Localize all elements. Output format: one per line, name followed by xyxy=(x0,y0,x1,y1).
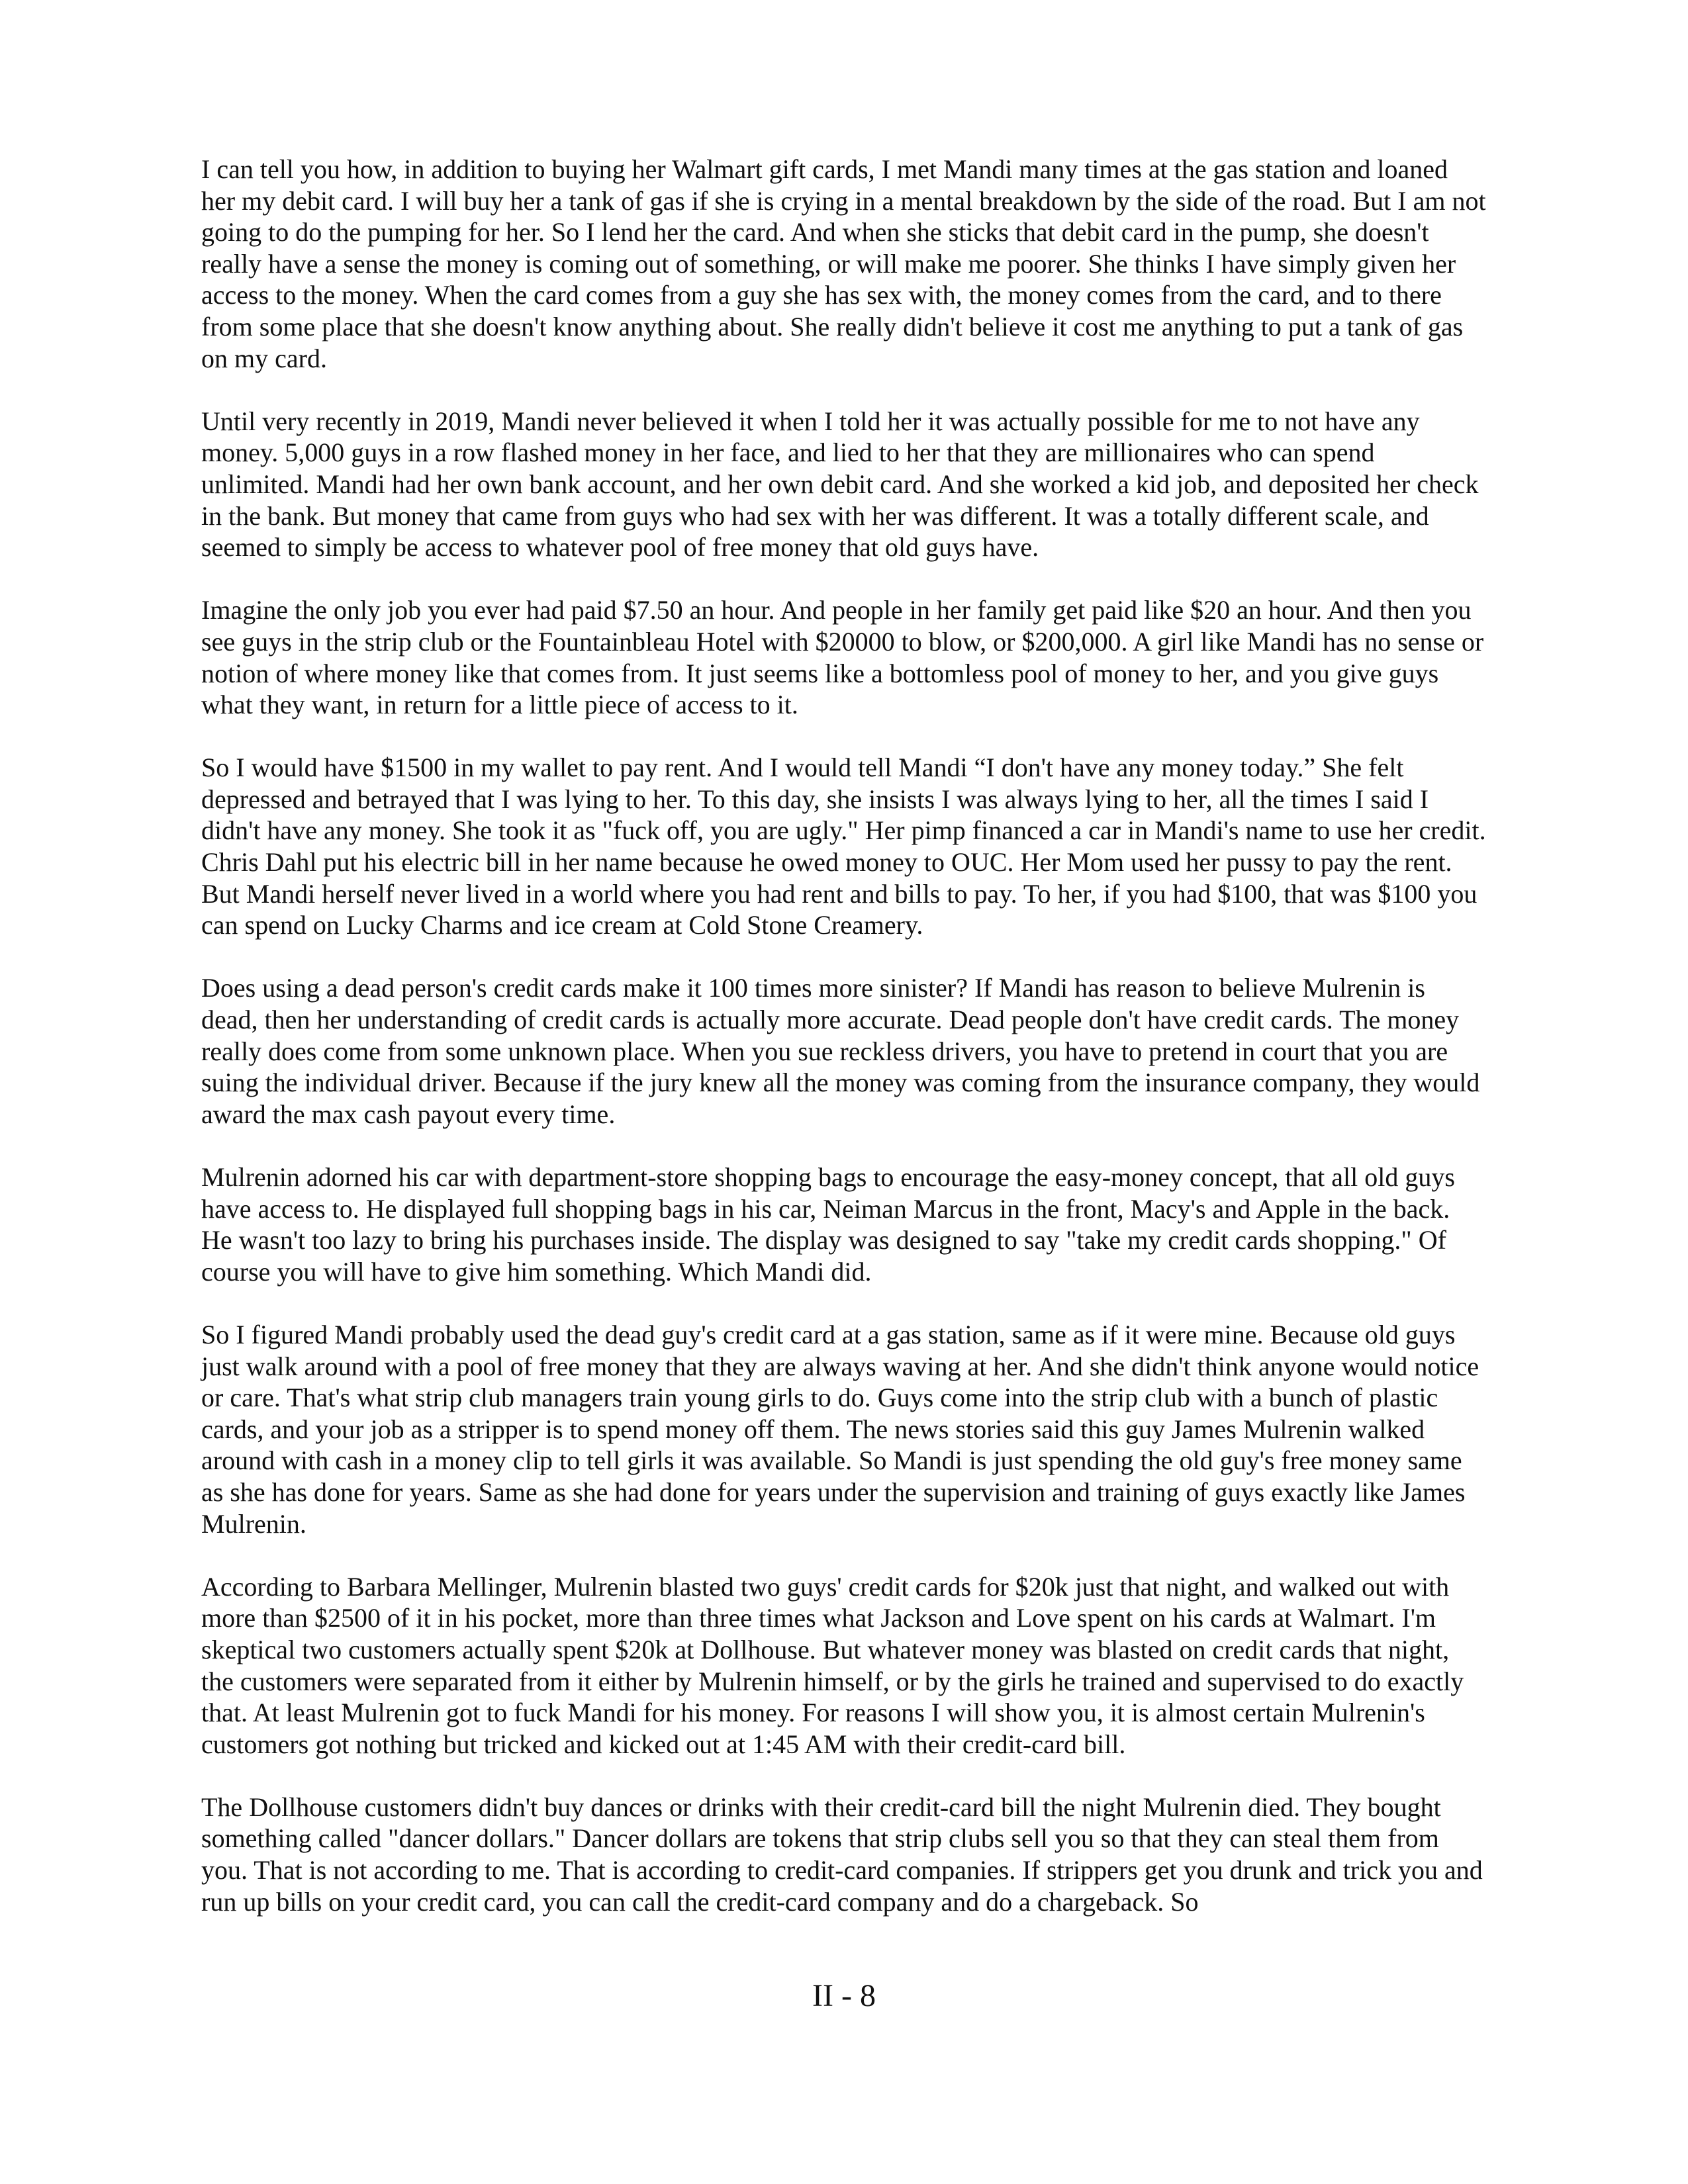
paragraph: Mulrenin adorned his car with department-store shopping bags to encourage the easy-money concept, that all old guys have access to. He displayed full shopping bags in his car, Neiman Marcus in the front, Macy's and Apple in the back. He wasn't too lazy to bring his purchases inside. The display was designed to say "take my credit cards shopping." Of course you will have to give him something. Which Mandi did. xyxy=(201,1162,1455,1287)
paragraph: Does using a dead person's credit cards make it 100 times more sinister? If Mandi has reason to believe Mulrenin is dead, then her understanding of credit cards is actually more accurate. Dead people don't have credit cards. The money really does come from some unknown place. When you sue reckless drivers, you have to pretend in court that you are suing the individual driver. Because if the jury knew all the money was coming from the insurance company, they would award the max cash payout every time. xyxy=(201,973,1480,1129)
paragraph: Imagine the only job you ever had paid $7.50 an hour. And people in her family get paid like $20 an hour. And then you see guys in the strip club or the Fountainbleau Hotel with $20000 to blow, or $200,000. A girl like Mandi has no sense or notion of where money like that comes from. It just seems like a bottomless pool of money to her, and you give guys what they want, in return for a little piece of access to it. xyxy=(201,595,1484,720)
paragraph: So I would have $1500 in my wallet to pay rent. And I would tell Mandi “I don't have any money today.” She felt depressed and betrayed that I was lying to her. To this day, she insists I was always lying to her, all the times I said I didn't have any money. She took it as "fuck off, you are ugly." Her pimp financed a car in Mandi's name to use her credit. Chris Dahl put his electric bill in her name because he owed money to OUC. Her Mom used her pussy to pay the rent. But Mandi herself never lived in a world where you had rent and bills to pay. To her, if you had $100, that was $100 you can spend on Lucky Charms and ice cream at Cold Stone Creamery. xyxy=(201,752,1486,940)
body-text xyxy=(201,154,1487,1949)
paragraph: I can tell you how, in addition to buying her Walmart gift cards, I met Mandi many times at the gas station and loaned her my debit card. I will buy her a tank of gas if she is crying in a mental breakdown by the side of the road. But I am not going to do the pumping for her. So I lend her the card. And when she sticks that debit card in the pump, she doesn't really have a sense the money is coming out of something, or will make me poorer. She thinks I have simply given her access to the money. When the card comes from a guy she has sex with, the money comes from the card, and to there from some place that she doesn't know anything about. She really didn't believe it cost me anything to put a tank of gas on my card. xyxy=(201,154,1486,373)
paragraph: So I figured Mandi probably used the dead guy's credit card at a gas station, same as if it were mine. Because old guys just walk around with a pool of free money that they are always waving at her. And she didn't think anyone would notice or care. That's what strip club managers train young girls to do. Guys come into the strip club with a bunch of plastic cards, and your job as a stripper is to spend money off them. The news stories said this guy James Mulrenin walked around with cash in a money clip to tell girls it was available. So Mandi is just spending the old guy's free money same as she has done for years. Same as she had done for years under the supervision and training of guys exactly like James Mulrenin. xyxy=(201,1319,1479,1539)
paragraph: Until very recently in 2019, Mandi never believed it when I told her it was actually possible for me to not have any money. 5,000 guys in a row flashed money in her face, and lied to her that they are millionaires who can spend unlimited. Mandi had her own bank account, and her own debit card. And she worked a kid job, and deposited her check in the bank. But money that came from guys who had sex with her was different. It was a totally different scale, and seemed to simply be access to whatever pool of free money that old guys have. xyxy=(201,406,1479,563)
page-number: II - 8 xyxy=(812,1978,876,2013)
paragraph: According to Barbara Mellinger, Mulrenin blasted two guys' credit cards for $20k just that night, and walked out with more than $2500 of it in his pocket, more than three times what Jackson and Love spent on his cards at Walmart. I'm skeptical two customers actually spent $20k at Dollhouse. But whatever money was blasted on credit cards that night, the customers were separated from it either by Mulrenin himself, or by the girls he trained and supervised to do exactly that. At least Mulrenin got to fuck Mandi for his money. For reasons I will show you, it is almost certain Mulrenin's customers got nothing but tricked and kicked out at 1:45 AM with their credit-card bill. xyxy=(201,1571,1464,1759)
paragraph: The Dollhouse customers didn't buy dances or drinks with their credit-card bill the night Mulrenin died. They bought something called "dancer dollars." Dancer dollars are tokens that strip clubs sell you so that they can steal them from you. That is not according to me. That is according to credit-card companies. If strippers get you drunk and trick you and run up bills on your credit card, you can call the credit-card company and do a chargeback. So xyxy=(201,1792,1483,1917)
